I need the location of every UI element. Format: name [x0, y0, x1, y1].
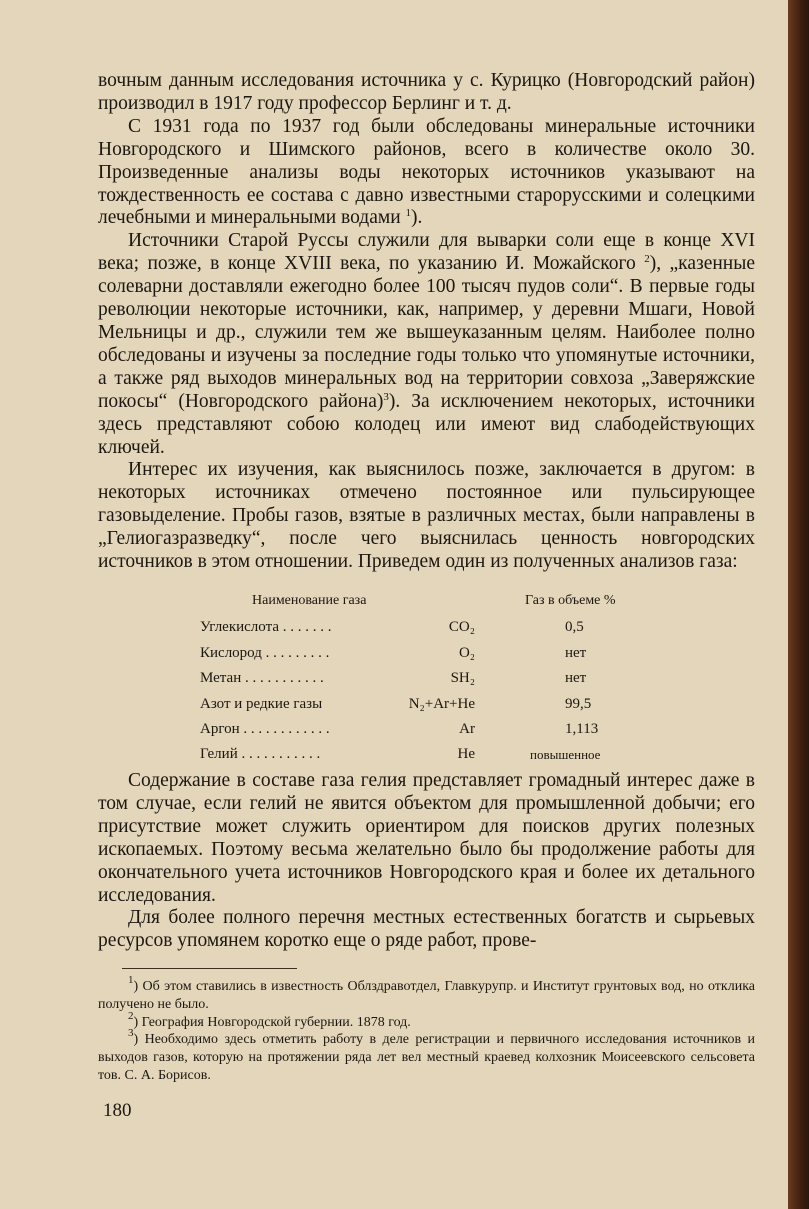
paragraph: С 1931 года по 1937 год были обследованы минеральные источники Новгородского и Шимского районов, всего в количестве около 30. Произведенные анализы воды некоторых источников указывают на тождественность ее состава с давно известными старорусскими и солецкими лечебными и минеральными водами $^1$).	[98, 115, 755, 229]
gas-formula: He	[457, 746, 475, 763]
gas-name: Гелий . . . . . . . . . . .	[200, 746, 321, 763]
gas-name: Аргон . . . . . . . . . . . .	[200, 721, 330, 738]
column-header-name: Наименование газа	[252, 593, 367, 608]
table-row	[200, 641, 680, 666]
gas-name: Метан . . . . . . . . . . .	[200, 670, 324, 687]
footnotes	[98, 974, 755, 1085]
table-row	[200, 742, 680, 767]
paragraph: Содержание в составе газа гелия представляет громадный интерес даже в том случае, если гелий не явится объектом для промышленной добычи; его присутствие может служить ориентиром для поисков других полезных ископаемых. Поэтому весьма желательно было бы продолжение работы для окончательного учета источников Новгородского края и более их детального исследования.	[98, 770, 755, 906]
gas-name: Кислород . . . . . . . . .	[200, 644, 330, 661]
page-number: 180	[103, 1100, 132, 1121]
book-binding-edge	[788, 0, 809, 1209]
paragraph: Интерес их изучения, как выяснилось позже, заключается в другом: в некоторых источниках отмечено постоянное или пульсирующее газовыделение. Пробы газов, взятые в различных местах, были направлены в „Гелиогазразведку“, после чего выяснилась ценность новгородских источников в этом отношении. Приведем один из полученных анализов газа:	[98, 459, 755, 573]
gas-formula: O₂	[458, 644, 475, 661]
table-row	[200, 717, 680, 742]
gas-value: повышенное	[530, 747, 601, 763]
gas-analysis-table	[200, 588, 680, 768]
footnote-mark: 2	[644, 253, 650, 266]
paragraph: вочным данным исследования источника у с. Курицко (Новгородский район) производил в 1917 году профессор Берлинг и т. д.	[98, 70, 755, 114]
gas-value: нет	[565, 670, 587, 687]
gas-formula: SH₂	[450, 670, 475, 687]
body-text-top	[98, 70, 755, 574]
paragraph: Источники Старой Руссы служили для выварки соли еще в конце XVI века; позже, в конце XVIII века, по указанию И. Можайского $^2$), „казенные солеварни доставляли ежегодно более 100 тысяч пудов соли“. В первые годы революции некоторые источники, как, например, у деревни Мшаги, Новой Мельницы и др., служили тем же вышеуказанным целям. Наиболее полно обследованы и изучены за последние годы только что упомянутые источники, а также ряд выходов минеральных вод на территории совхоза „Заверяжские покосы“ (Новгородского района)$^3$). За исключением некоторых, источники здесь представляют собою колодец или имеют вид слабодействующих ключей.	[98, 230, 755, 458]
paragraph: Для более полного перечня местных естественных богатств и сырьевых ресурсов упомянем коротко еще о ряде работ, прове-	[98, 907, 755, 952]
footnote-mark: 1	[405, 207, 412, 220]
table-row	[200, 692, 680, 717]
gas-value: 0,5	[565, 619, 584, 636]
table-header	[200, 588, 680, 613]
gas-name: Углекислота . . . . . . .	[200, 619, 332, 636]
gas-value: 99,5	[565, 695, 592, 712]
footnote-divider	[122, 968, 297, 969]
gas-value: нет	[565, 644, 587, 661]
footnote: $^1$) Об этом ставились в известность Облздравотдел, Главкурупр. и Институт грунтовых вод, но отклика получено не было.	[98, 974, 755, 1012]
footnote: $^2$) География Новгородской губернии. 1878 год.	[128, 1009, 411, 1030]
gas-name: Азот и редкие газы	[200, 695, 323, 712]
footnote: $^3$) Необходимо здесь отметить работу в деле регистрации и первичного исследования источников и выходов газов, которую на протяжении ряда лет вел местный краевед колхозник Моисеевского сельсовета тов. С. А. Борисов.	[98, 1027, 755, 1083]
footnote-mark: 3	[383, 390, 389, 403]
table-row	[200, 666, 680, 691]
gas-formula: CO₂	[448, 619, 475, 636]
gas-value: 1,113	[565, 721, 599, 738]
column-header-value: Газ в объеме %	[525, 593, 616, 608]
gas-formula: Ar	[459, 721, 475, 738]
table-row	[200, 615, 680, 640]
gas-formula: N₂+Ar+He	[408, 695, 475, 712]
body-text-bottom	[98, 770, 755, 953]
